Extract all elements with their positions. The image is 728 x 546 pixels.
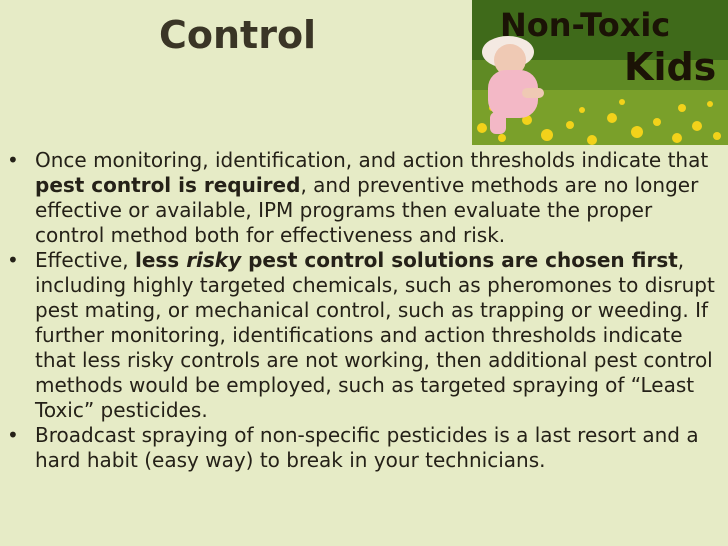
- emphasis: pest control solutions are chosen first: [241, 248, 678, 272]
- bullet-item: • Broadcast spraying of non-specific pesticides is a last resort and a hard habit (easy way) to break in your technicians.: [7, 423, 699, 472]
- bullet-item: • Once monitoring, identification, and action thresholds indicate that pest control is required, and preventive methods are no longer effective or available, IPM programs then evaluate the proper control method both for effectiveness and risk.: [7, 148, 709, 247]
- logo-line1: Non-Toxic: [500, 6, 671, 44]
- bullet-item: • Effective, less risky pest control solutions are chosen first, including highly targeted chemicals, such as pheromones to disrupt pest mating, or mechanical control, such as trapping or weeding. If further monitoring, identifications and action thresholds indicate that less risky controls are not working, then additional pest control methods would be employed, such as targeted spraying of “Least Toxic” pesticides.: [7, 248, 715, 422]
- slide-title: Control: [159, 13, 317, 57]
- bullet-marker: •: [7, 148, 19, 172]
- emphasis: less: [134, 248, 187, 272]
- logo-line2: Kids: [624, 45, 717, 89]
- bullet-marker: •: [7, 248, 19, 272]
- non-toxic-kids-photo: [472, 0, 728, 145]
- emphasis: pest control is required: [35, 173, 301, 197]
- emphasis-italic: risky: [186, 248, 242, 272]
- bullet-marker: •: [7, 423, 19, 447]
- bullet-list: [7, 148, 725, 473]
